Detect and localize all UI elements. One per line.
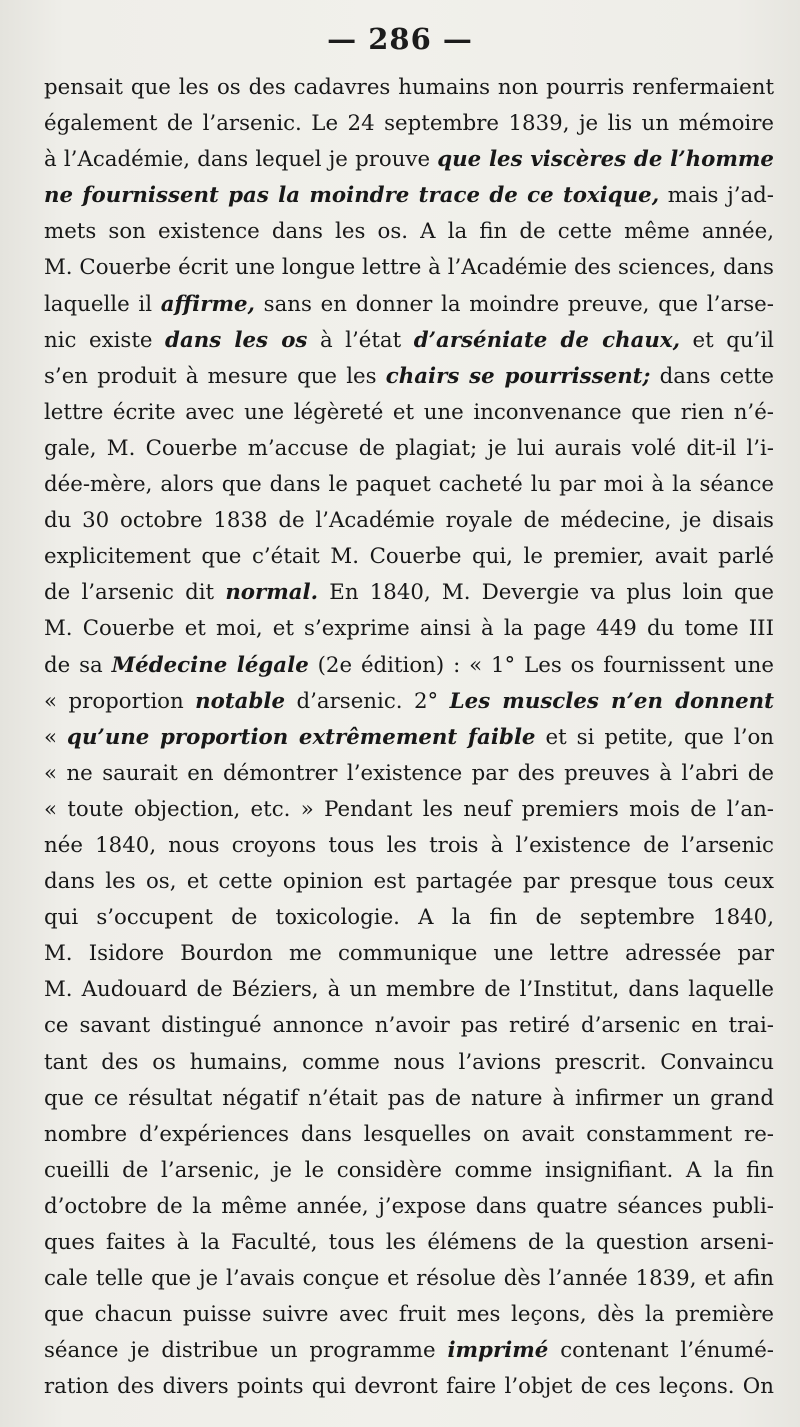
text-run: également de l’arsenic. Le 24 septembre 1839, je lis un mémoire xyxy=(44,111,774,137)
italic-run: imprimé xyxy=(447,1338,549,1364)
italic-run: Les muscles n’en donnent xyxy=(449,688,775,714)
italic-run: d’arséniate de chaux, xyxy=(413,327,680,353)
text-run: M. Isidore Bourdon me communique une lettre adressée par xyxy=(44,941,774,967)
text-line xyxy=(44,684,774,720)
text-run: M. Couerbe et moi, et s’exprime ainsi à la page 449 du tome III xyxy=(44,616,774,642)
text-line xyxy=(44,936,774,972)
text-run: d’arsenic. 2° xyxy=(285,688,450,714)
text-line xyxy=(44,720,774,756)
body-text xyxy=(44,70,774,1405)
page-number: — 286 — xyxy=(327,22,473,56)
italic-run: dans les os xyxy=(165,327,308,353)
text-line xyxy=(44,250,774,286)
text-line xyxy=(44,1117,774,1153)
text-line xyxy=(44,395,774,431)
text-run: « ne saurait en démontrer l’existence par des preuves à l’abri de xyxy=(44,760,774,786)
italic-run: notable xyxy=(195,688,286,714)
italic-run: ne fournissent pas la moindre trace de ce toxique, xyxy=(44,183,660,209)
text-line xyxy=(44,792,774,828)
text-line xyxy=(44,828,774,864)
text-line xyxy=(44,1008,774,1044)
text-line xyxy=(44,972,774,1008)
text-run: (2e édition) : « 1° Les os fournissent une xyxy=(308,652,774,678)
text-line xyxy=(44,1261,774,1297)
italic-run: qu’une proportion extrêmement faible xyxy=(67,724,536,750)
text-line xyxy=(44,1153,774,1189)
text-line xyxy=(44,1297,774,1333)
text-run: dans les os, et cette opinion est partagée par presque tous ceux xyxy=(44,869,774,895)
text-run: nombre d’expériences dans lesquelles on avait constamment re- xyxy=(44,1121,774,1147)
text-run: et qu’il xyxy=(680,327,774,353)
text-line xyxy=(44,467,774,503)
text-run: « proportion xyxy=(44,688,196,714)
text-line xyxy=(44,648,774,684)
text-line xyxy=(44,1081,774,1117)
text-run: née 1840, nous croyons tous les trois à l’existence de l’arsenic xyxy=(44,832,774,858)
text-line xyxy=(44,864,774,900)
text-run: ques faites à la Faculté, tous les élémens de la question arseni- xyxy=(44,1230,774,1255)
text-run: gale, M. Couerbe m’accuse de plagiat; je lui aurais volé dit-il l’i- xyxy=(44,435,774,461)
italic-run: chairs se pourrissent; xyxy=(385,363,651,389)
text-run: cale telle que je l’avais conçue et résolue dès l’année 1839, et afin xyxy=(44,1266,774,1292)
text-run: contenant l’énumé- xyxy=(548,1338,775,1364)
text-run: laquelle il xyxy=(44,291,161,317)
text-line xyxy=(44,1045,774,1081)
italic-run: normal. xyxy=(225,580,319,606)
text-run: ce savant distingué annonce n’avoir pas retiré d’arsenic en trai- xyxy=(44,1013,774,1039)
text-run: M. Couerbe écrit une longue lettre à l’Académie des sciences, dans xyxy=(44,255,774,281)
text-line xyxy=(44,431,774,467)
text-run: séance je distribue un programme xyxy=(44,1338,448,1364)
text-line xyxy=(44,287,774,323)
text-line xyxy=(44,1369,774,1405)
text-line xyxy=(44,1189,774,1225)
text-run: s’en produit à mesure que les xyxy=(44,363,386,389)
text-run: pensait que les os des cadavres humains non pourris renfermaient xyxy=(44,75,774,100)
text-run: et si petite, que l’on xyxy=(535,724,775,750)
text-run: tant des os humains, comme nous l’avions prescrit. Convaincu xyxy=(44,1049,774,1075)
text-run: du 30 octobre 1838 de l’Académie royale de médecine, je disais xyxy=(44,508,774,534)
text-run: dée-mère, alors que dans le paquet cacheté lu par moi à la séance xyxy=(44,472,774,498)
text-run: que ce résultat négatif n’était pas de nature à infirmer un grand xyxy=(44,1085,774,1111)
text-line xyxy=(44,756,774,792)
text-run: mais j’ad- xyxy=(659,183,775,209)
text-run: de l’arsenic dit xyxy=(44,580,226,606)
text-line xyxy=(44,539,774,575)
text-line xyxy=(44,1225,774,1261)
text-run: « xyxy=(44,724,68,750)
text-line xyxy=(44,611,774,647)
text-line xyxy=(44,359,774,395)
text-run: de sa xyxy=(44,652,112,678)
text-run: nic existe xyxy=(44,327,166,353)
italic-run: que les viscères de l’homme xyxy=(437,147,774,173)
text-run: mets son existence dans les os. A la fin de cette même année, xyxy=(44,219,774,245)
text-line xyxy=(44,323,774,359)
text-run: d’octobre de la même année, j’expose dans quatre séances publi- xyxy=(44,1193,774,1219)
text-run: dans cette xyxy=(650,363,775,389)
text-run: ration des divers points qui devront faire l’objet de ces leçons. On xyxy=(44,1374,774,1400)
text-line xyxy=(44,1333,774,1369)
text-run: En 1840, M. Devergie va plus loin que xyxy=(318,580,774,606)
italic-run: affirme, xyxy=(160,291,255,317)
text-run: « toute objection, etc. » Pendant les neuf premiers mois de l’an- xyxy=(44,796,774,822)
text-line xyxy=(44,142,774,178)
text-line xyxy=(44,503,774,539)
text-line xyxy=(44,70,774,106)
text-line xyxy=(44,575,774,611)
text-run: à l’état xyxy=(307,327,414,353)
text-run: M. Audouard de Béziers, à un membre de l’Institut, dans laquelle xyxy=(44,977,774,1003)
text-run: cueilli de l’arsenic, je le considère comme insignifiant. A la fin xyxy=(44,1157,774,1183)
text-run: à l’Académie, dans lequel je prouve xyxy=(44,147,438,173)
text-run: lettre écrite avec une légèreté et une inconvenance que rien n’é- xyxy=(44,399,774,425)
text-run: que chacun puisse suivre avec fruit mes leçons, dès la première xyxy=(44,1302,774,1328)
italic-run: Médecine légale xyxy=(111,652,309,678)
text-line xyxy=(44,214,774,250)
text-run: qui s’occupent de toxicologie. A la fin de septembre 1840, xyxy=(44,905,774,931)
text-line xyxy=(44,178,774,214)
text-run: explicitement que c’était M. Couerbe qui, le premier, avait parlé xyxy=(44,544,774,570)
text-line xyxy=(44,900,774,936)
text-line xyxy=(44,106,774,142)
text-run: sans en donner la moindre preuve, que l’arse- xyxy=(254,291,774,317)
